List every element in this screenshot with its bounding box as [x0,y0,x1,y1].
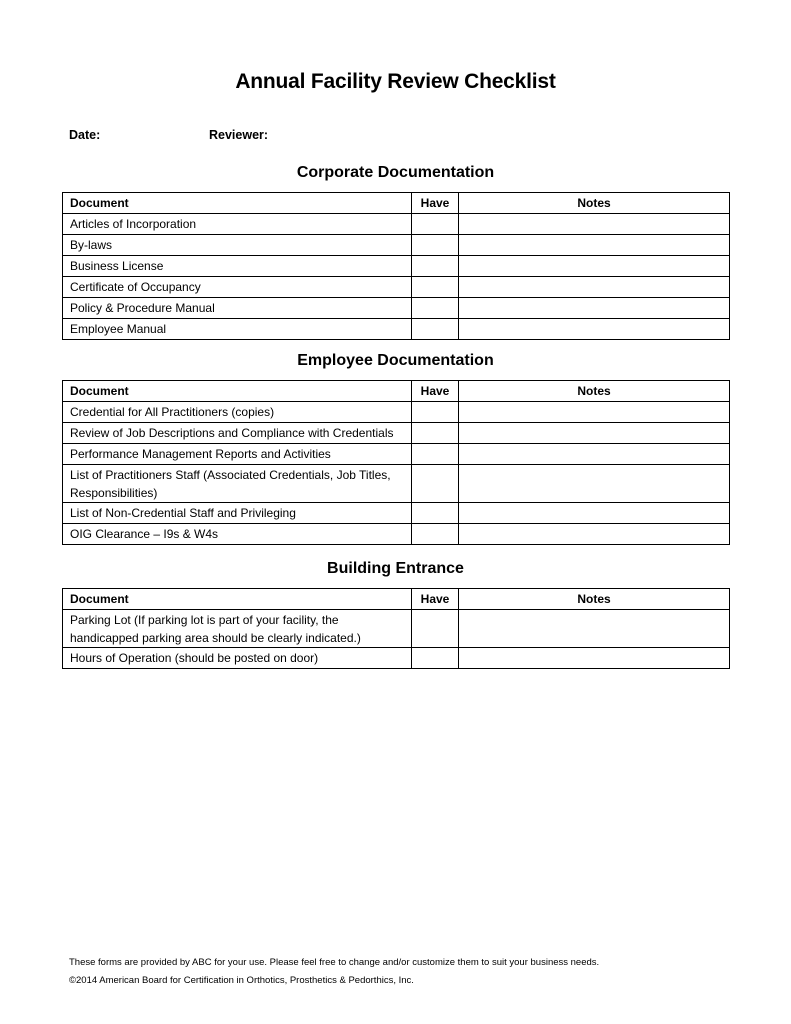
have-cell[interactable] [412,319,459,340]
table-row [63,524,730,545]
document-cell: Credential for All Practitioners (copies) [63,402,412,423]
have-cell[interactable] [412,465,459,503]
page-title: Annual Facility Review Checklist [235,70,556,93]
column-header-have: Have [412,193,459,214]
footer [69,954,599,990]
column-header-document: Document [63,193,412,214]
document-cell: Performance Management Reports and Activities [63,444,412,465]
document-cell: Business License [63,256,412,277]
table-header-row [63,589,730,610]
table-row [63,298,730,319]
notes-cell[interactable] [459,423,730,444]
document-cell: List of Non-Credential Staff and Privileging [63,503,412,524]
notes-cell[interactable] [459,256,730,277]
document-cell: OIG Clearance – I9s & W4s [63,524,412,545]
column-header-have: Have [412,381,459,402]
document-cell: Policy & Procedure Manual [63,298,412,319]
have-cell[interactable] [412,256,459,277]
date-label: Date: [69,128,101,142]
table-row [63,256,730,277]
have-cell[interactable] [412,402,459,423]
notes-cell[interactable] [459,465,730,503]
table-employee [62,380,730,545]
section-title-employee: Employee Documentation [297,352,494,369]
table-building [62,588,730,669]
table-row [63,444,730,465]
have-cell[interactable] [412,503,459,524]
document-cell: Hours of Operation (should be posted on door) [63,648,412,669]
notes-cell[interactable] [459,610,730,648]
column-header-have: Have [412,589,459,610]
table-row [63,277,730,298]
table-row [63,235,730,256]
column-header-notes: Notes [459,193,730,214]
document-cell: Review of Job Descriptions and Compliance with Credentials [63,423,412,444]
column-header-document: Document [63,589,412,610]
notes-cell[interactable] [459,319,730,340]
notes-cell[interactable] [459,503,730,524]
column-header-notes: Notes [459,381,730,402]
document-cell: List of Practitioners Staff (Associated Credentials, Job Titles, Responsibilities) [63,465,412,503]
have-cell[interactable] [412,524,459,545]
have-cell[interactable] [412,648,459,669]
footer-disclaimer: These forms are provided by ABC for your use. Please feel free to change and/or customize them to suit your business needs. [69,957,600,968]
notes-cell[interactable] [459,524,730,545]
table-row [63,402,730,423]
table-header-row [63,381,730,402]
have-cell[interactable] [412,444,459,465]
have-cell[interactable] [412,423,459,444]
table-row [63,423,730,444]
column-header-document: Document [63,381,412,402]
table-row [63,319,730,340]
notes-cell[interactable] [459,648,730,669]
document-cell: Articles of Incorporation [63,214,412,235]
notes-cell[interactable] [459,277,730,298]
notes-cell[interactable] [459,235,730,256]
notes-cell[interactable] [459,444,730,465]
have-cell[interactable] [412,214,459,235]
document-cell: By-laws [63,235,412,256]
have-cell[interactable] [412,235,459,256]
table-corporate [62,192,730,340]
have-cell[interactable] [412,277,459,298]
document-cell: Parking Lot (If parking lot is part of your facility, the handicapped parking area should be clearly indicated.) [63,610,412,648]
document-cell: Certificate of Occupancy [63,277,412,298]
notes-cell[interactable] [459,214,730,235]
document-cell: Employee Manual [63,319,412,340]
section-title-corporate: Corporate Documentation [296,164,495,181]
footer-copyright: ©2014 American Board for Certification in Orthotics, Prosthetics & Pedorthics, Inc. [69,975,414,986]
notes-cell[interactable] [459,402,730,423]
table-row [63,465,730,503]
have-cell[interactable] [412,610,459,648]
have-cell[interactable] [412,298,459,319]
column-header-notes: Notes [459,589,730,610]
section-title-building: Building Entrance [327,560,464,577]
reviewer-label: Reviewer: [209,128,269,142]
table-row [63,503,730,524]
table-row [63,214,730,235]
table-row [63,610,730,648]
table-row [63,648,730,669]
table-header-row [63,193,730,214]
notes-cell[interactable] [459,298,730,319]
